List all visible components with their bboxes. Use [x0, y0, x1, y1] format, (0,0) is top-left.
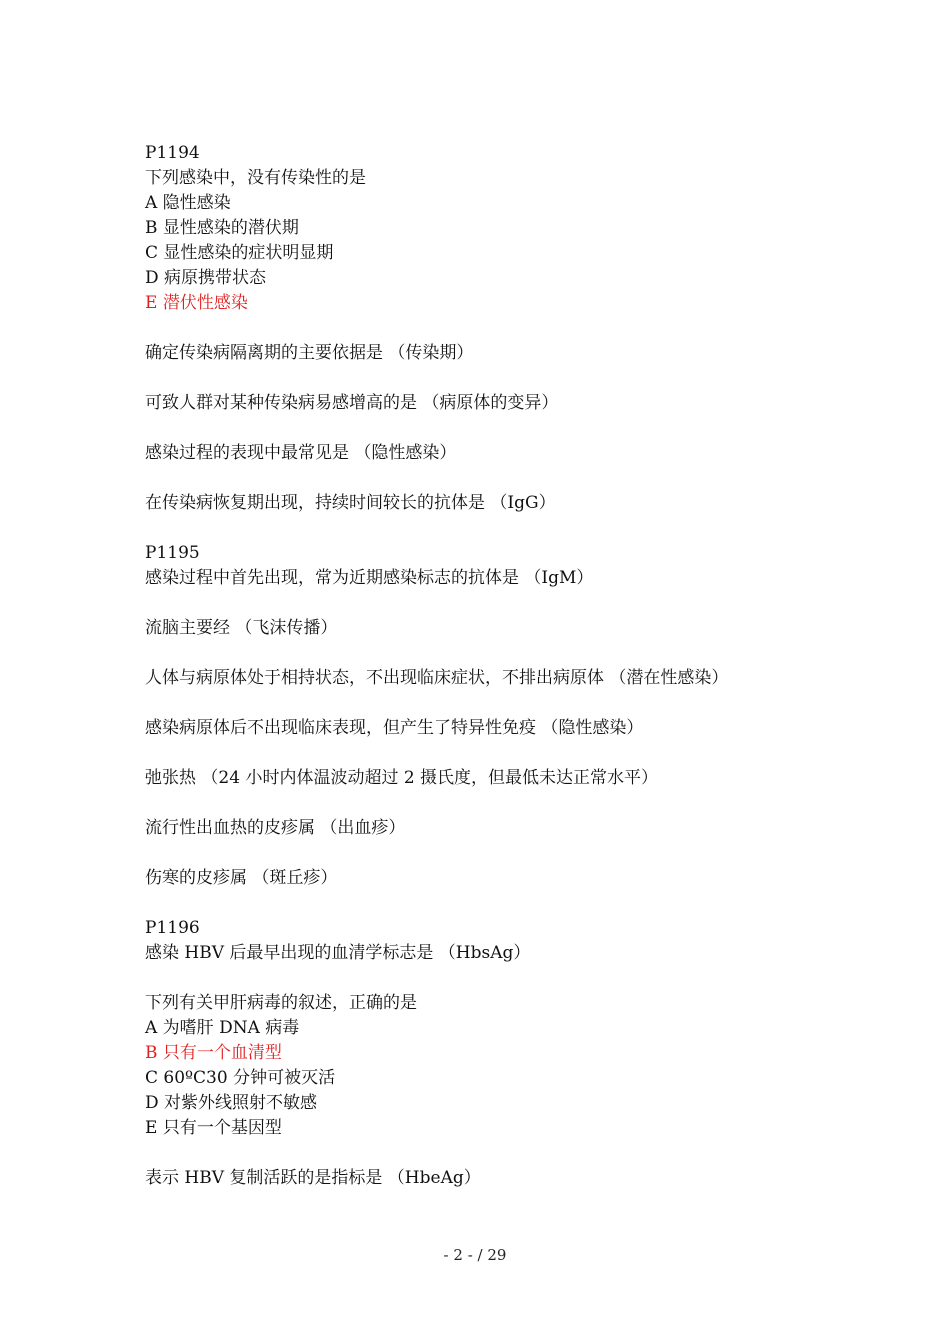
text-line: P1195 — [145, 543, 200, 563]
question-block — [145, 816, 845, 841]
text-line: 在传染病恢复期出现，持续时间较长的抗体是 （IgG） — [145, 493, 556, 513]
paragraph-spacer — [145, 791, 845, 816]
question-block — [145, 916, 845, 966]
answer-line-highlighted: B 只有一个血清型 — [145, 1043, 282, 1063]
paragraph-spacer — [145, 416, 845, 441]
text-line: B 显性感染的潜伏期 — [145, 218, 299, 238]
question-block — [145, 866, 845, 891]
question-block — [145, 541, 845, 591]
text-line: D 病原携带状态 — [145, 268, 267, 288]
question-block — [145, 666, 845, 691]
question-block — [145, 141, 845, 316]
text-line: 流脑主要经 （飞沫传播） — [145, 618, 338, 638]
paragraph-spacer — [145, 966, 845, 991]
text-line: 流行性出血热的皮疹属 （出血疹） — [145, 818, 406, 838]
text-line: D 对紫外线照射不敏感 — [145, 1093, 318, 1113]
question-block — [145, 716, 845, 741]
paragraph-spacer — [145, 1141, 845, 1166]
question-block — [145, 341, 845, 366]
page-number: - 2 - / 29 — [443, 1246, 507, 1264]
question-block — [145, 441, 845, 466]
text-line: 确定传染病隔离期的主要依据是 （传染期） — [145, 343, 474, 363]
text-line: 可致人群对某种传染病易感增高的是 （病原体的变异） — [145, 393, 559, 413]
text-line: 伤寒的皮疹属 （斑丘疹） — [145, 868, 338, 888]
text-line: 下列感染中，没有传染性的是 — [145, 168, 366, 188]
paragraph-spacer — [145, 691, 845, 716]
paragraph-spacer — [145, 516, 845, 541]
text-line: 感染 HBV 后最早出现的血清学标志是 （HbsAg） — [145, 943, 531, 963]
text-line: 表示 HBV 复制活跃的是指标是 （HbeAg） — [145, 1168, 481, 1188]
paragraph-spacer — [145, 641, 845, 666]
text-line: E 只有一个基因型 — [145, 1118, 282, 1138]
paragraph-spacer — [145, 366, 845, 391]
question-block — [145, 766, 845, 791]
text-line: P1194 — [145, 143, 200, 163]
paragraph-spacer — [145, 316, 845, 341]
text-line: A 为嗜肝 DNA 病毒 — [145, 1018, 300, 1038]
paragraph-spacer — [145, 591, 845, 616]
paragraph-spacer — [145, 841, 845, 866]
paragraph-spacer — [145, 891, 845, 916]
paragraph-spacer — [145, 466, 845, 491]
document-body — [145, 141, 845, 1191]
text-line: 人体与病原体处于相持状态，不出现临床症状，不排出病原体 （潜在性感染） — [145, 668, 729, 688]
text-line: 感染过程中首先出现，常为近期感染标志的抗体是 （IgM） — [145, 568, 594, 588]
text-line: 弛张热 （24 小时内体温波动超过 2 摄氏度，但最低未达正常水平） — [145, 768, 659, 788]
question-block — [145, 491, 845, 516]
text-line: 下列有关甲肝病毒的叙述，正确的是 — [145, 993, 417, 1013]
text-line: P1196 — [145, 918, 200, 938]
question-block — [145, 616, 845, 641]
question-block — [145, 391, 845, 416]
answer-line-highlighted: E 潜伏性感染 — [145, 293, 248, 313]
question-block — [145, 991, 845, 1141]
text-line: A 隐性感染 — [145, 193, 231, 213]
text-line: 感染病原体后不出现临床表现，但产生了特异性免疫 （隐性感染） — [145, 718, 644, 738]
question-block — [145, 1166, 845, 1191]
text-line: C 显性感染的症状明显期 — [145, 243, 334, 263]
text-line: C 60ºC30 分钟可被灭活 — [145, 1068, 336, 1088]
text-line: 感染过程的表现中最常见是 （隐性感染） — [145, 443, 457, 463]
paragraph-spacer — [145, 741, 845, 766]
